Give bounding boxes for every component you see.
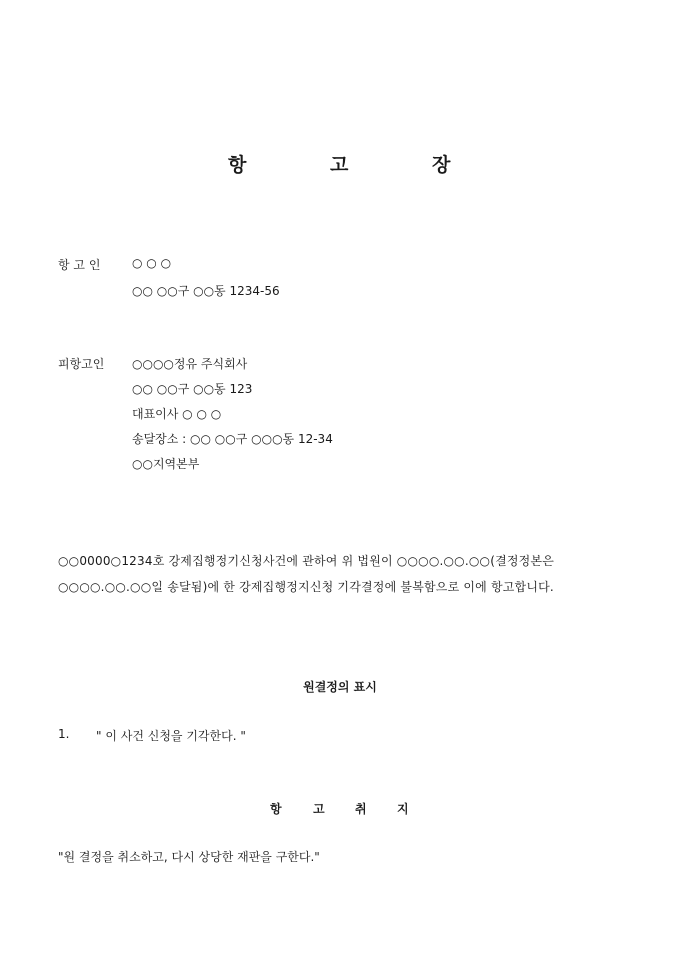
purpose-heading-char-1: 항: [270, 802, 282, 816]
appellee-representative: 대표이사 ○ ○ ○: [132, 407, 222, 421]
appellee-address: ○○ ○○구 ○○동 123: [132, 382, 253, 396]
appeal-purpose-text: "원 결정을 취소하고, 다시 상당한 재판을 구한다.": [58, 850, 320, 864]
appellant-label: 항 고 인: [58, 258, 101, 272]
appellee-service-address: 송달장소 : ○○ ○○구 ○○○동 12-34: [132, 432, 333, 446]
document-title: [0, 150, 680, 176]
purpose-heading-char-4: 지: [397, 802, 409, 816]
statement-line-1: ○○0000○1234호 강제집행정기신청사건에 관하여 위 법원이 ○○○○.○○.○○(결정정본은: [58, 554, 555, 568]
title-char-2: 고: [330, 154, 349, 176]
appellee-branch: ○○지역본부: [132, 457, 200, 471]
original-decision-heading: 원결정의 표시: [303, 680, 377, 694]
appellant-address: ○○ ○○구 ○○동 1234-56: [132, 284, 280, 298]
decision-item-text: " 이 사건 신청을 기각한다. ": [96, 729, 246, 743]
decision-item-number: 1.: [58, 727, 70, 741]
appellant-name: ○ ○ ○: [132, 256, 172, 270]
appeal-purpose-heading: [0, 800, 680, 816]
appellee-company: ○○○○정유 주식회사: [132, 357, 248, 371]
title-char-1: 항: [228, 154, 247, 176]
title-char-3: 장: [432, 154, 451, 176]
appellee-label: 피항고인: [58, 357, 105, 371]
purpose-heading-char-3: 취: [355, 802, 367, 816]
statement-line-2: ○○○○.○○.○○일 송달됨)에 한 강제집행정지신청 기각결정에 불복함으로 이에 항고합니다.: [58, 580, 554, 594]
purpose-heading-char-2: 고: [313, 802, 325, 816]
